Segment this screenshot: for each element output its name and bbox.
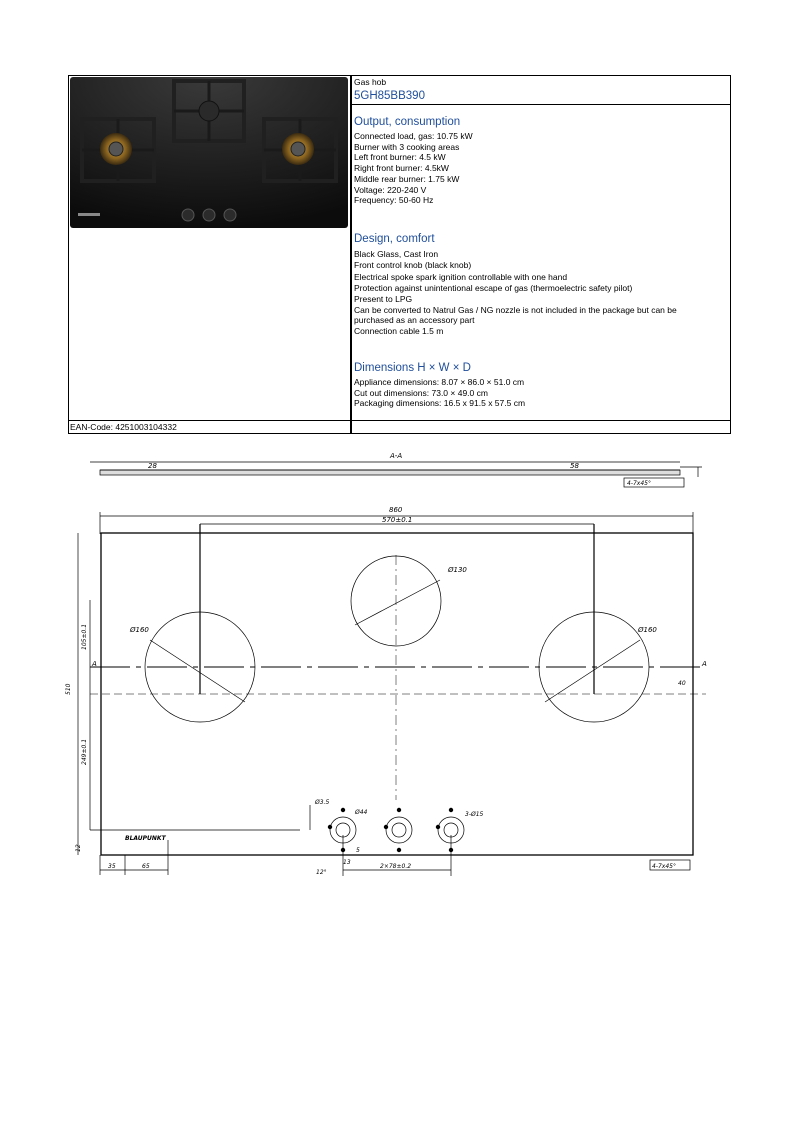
section-view-plate — [100, 470, 680, 475]
design-item: Connection cable 1.5 m — [354, 325, 444, 336]
height-label: 510 — [65, 683, 72, 695]
right-diameter-label: Ø160 — [638, 626, 657, 634]
dimensions-item: Appliance dimensions: 8.07 × 86.0 × 51.0 cm — [354, 377, 525, 387]
output-item: Voltage: 220-240 V — [354, 184, 427, 195]
section-mark-right: A — [702, 660, 707, 668]
knob-pitch-label: 2×78±0.2 — [380, 863, 412, 870]
design-item: Can be converted to Natrul Gas / NG nozzle is not included in the package but can be — [354, 304, 677, 315]
output-item: Connected load, gas: 10.75 kW — [354, 131, 473, 141]
width-label: 860 — [389, 506, 403, 514]
three-holes-label: 3-Ø15 — [465, 811, 484, 818]
design-item: Present to LPG — [354, 293, 413, 304]
knob-hole-middle — [386, 817, 412, 843]
upper-offset-label: 105±0.1 — [81, 623, 88, 650]
bottom-dim-35: 35 — [108, 863, 116, 870]
section-left-dim: 28 — [148, 462, 157, 470]
output-item: Burner with 3 cooking areas — [354, 141, 460, 152]
angle-label: 12° — [316, 869, 327, 876]
dimensions-item: Packaging dimensions: 16.5 x 91.5 x 57.5 cm — [354, 398, 526, 409]
output-heading: Output, consumption — [354, 116, 461, 128]
blaupunkt-logo: BLAUPUNKT — [125, 835, 166, 842]
output-item: Middle rear burner: 1.75 kW — [354, 173, 460, 184]
middle-diameter-label: Ø130 — [448, 566, 467, 574]
design-item: Black Glass, Cast Iron — [354, 249, 439, 259]
design-item: Protection against unintentional escape of gas (thermoelectric safety pilot) — [354, 283, 633, 294]
output-item: Frequency: 50-60 Hz — [354, 195, 434, 206]
model-number: 5GH85BB390 — [354, 90, 425, 102]
dim-13: 13 — [343, 859, 351, 866]
offset-label: 40 — [678, 680, 686, 687]
chamfer-bottom-label: 4-7x45° — [652, 863, 676, 870]
chamfer-top-label: 4-7x45° — [627, 480, 651, 487]
header-divider — [352, 104, 730, 105]
product-data-sheet — [68, 75, 731, 434]
product-category: Gas hob — [354, 77, 387, 87]
left-diameter-label: Ø160 — [130, 626, 149, 634]
dimensions-item: Cut out dimensions: 73.0 × 49.0 cm — [354, 387, 488, 398]
dimensions-list — [354, 377, 525, 409]
specification-column — [352, 76, 730, 420]
output-item: Left front burner: 4.5 kW — [354, 152, 446, 163]
bottom-dim-65: 65 — [142, 863, 150, 870]
section-right-dim: 58 — [570, 462, 579, 470]
dimensions-heading: Dimensions H × W × D — [354, 362, 471, 374]
knob-hole-label: Ø44 — [355, 809, 368, 816]
gas-hob-photo — [70, 77, 348, 228]
design-heading: Design, comfort — [354, 233, 435, 245]
design-item: Electrical spoke spark ignition controllable with one hand — [354, 272, 568, 283]
dim-5: 5 — [356, 847, 360, 854]
output-list — [354, 131, 473, 206]
design-item: Front control knob (black knob) — [354, 259, 472, 270]
small-hole-label: Ø3.5 — [315, 799, 330, 806]
output-item: Right front burner: 4.5kW — [354, 163, 449, 174]
technical-drawing — [0, 440, 802, 880]
lower-offset-label: 249±0.1 — [81, 738, 88, 765]
design-item: purchased as an accessory part — [354, 315, 475, 326]
section-mark-left: A — [92, 660, 97, 668]
spacing-label: 570±0.1 — [382, 516, 413, 524]
product-photo-cell — [69, 76, 350, 420]
section-label: A-A — [390, 452, 403, 460]
dim-12: 12 — [75, 844, 82, 852]
ean-row — [69, 420, 730, 434]
ean-code: EAN-Code: 4251003104332 — [70, 422, 177, 432]
design-list — [354, 249, 677, 337]
